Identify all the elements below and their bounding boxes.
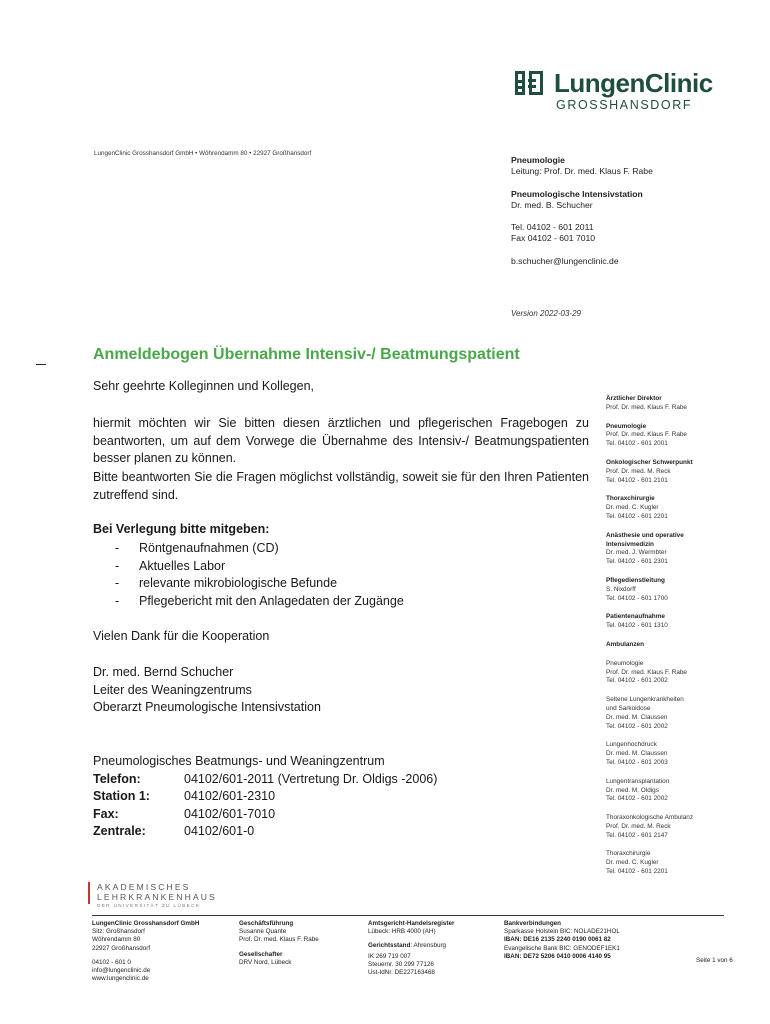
lungenclinic-logo bbox=[512, 66, 727, 114]
list-title: Bei Verlegung bitte mitgeben: bbox=[93, 522, 270, 536]
station-name: Pneumologische Intensivstation bbox=[511, 189, 643, 199]
footer-bank: Bankverbindungen Sparkasse Holstein BIC: NOLADE21HOL IBAN: DE16 2135 2240 0190 0061 82 Evangelische Bank BIC: GENODEF1EK1 IBAN: DE72 5206 0410 0006 4140 95 bbox=[504, 920, 620, 960]
signature-block bbox=[93, 664, 589, 717]
signature-role-2: Oberarzt Pneumologische Intensivstation bbox=[93, 700, 321, 714]
signature-name: Dr. med. Bernd Schucher bbox=[93, 665, 234, 679]
contact-row: Fax: 04102/601-7010 bbox=[93, 806, 276, 821]
list-item: - Aktuelles Labor bbox=[115, 558, 226, 573]
sidebar-block: Thoraxchirurgie Dr. med. C. Kugler Tel. 04102 - 601 2201 bbox=[606, 495, 668, 520]
sidebar-block: Lungentransplantation Dr. med. M. Oldigs Tel. 04102 - 601 2002 bbox=[606, 777, 670, 803]
recipient-email[interactable]: b.schucher@lungenclinic.de bbox=[511, 256, 619, 266]
fold-mark bbox=[36, 364, 46, 365]
intro-paragraph-1: hiermit möchten wir Sie bitten diesen ärztlichen und pflegerischen Fragebogen zu beantworten, um auf dem Vorwege die Übernahme des Intensiv-/ Beatmungspatienten besser planen zu können. bbox=[93, 416, 589, 465]
logo-name: LungenClinic bbox=[554, 68, 713, 98]
page-number: Seite 1 von 6 bbox=[696, 957, 733, 964]
sidebar-block: Ambulanzen bbox=[606, 640, 644, 648]
sidebar-block: Pflegedienstleitung S. Nixdorff Tel. 04102 - 601 1700 bbox=[606, 576, 668, 602]
sidebar-block: Pneumologie Prof. Dr. med. Klaus F. Rabe Tel. 04102 - 601 2001 bbox=[606, 422, 687, 448]
footer-management: Geschäftsführung Susanne Quante Prof. Dr. med. Klaus F. Rabe Gesellschafter DRV Nord, Lübeck bbox=[239, 920, 319, 966]
logo-subtitle: GROSSHANSDORF bbox=[556, 98, 693, 112]
thanks-line: Vielen Dank für die Kooperation bbox=[93, 629, 270, 643]
sidebar-block: Onkologischer Schwerpunkt Prof. Dr. med. M. Reck Tel. 04102 - 601 2101 bbox=[606, 458, 693, 484]
badge-bar bbox=[88, 882, 90, 904]
contact-block bbox=[93, 753, 589, 841]
version-label: Version 2022-03-29 bbox=[511, 309, 581, 318]
fax-number: Fax 04102 - 601 7010 bbox=[511, 233, 596, 243]
footer-company: LungenClinic Grosshansdorf GmbH Sitz: Großhansdorf Wöhrendamm 80 22927 Großhansdorf 04102 - 601 0 info@lungenclinic.de www.lungenclinic.de bbox=[92, 920, 200, 983]
handover-list bbox=[93, 540, 589, 610]
contact-row: Station 1: 04102/601-2310 bbox=[93, 789, 276, 803]
sidebar-block: Seltene Lungenkrankheiten und Sarkoidose Dr. med. M. Claussen Tel. 04102 - 601 2002 bbox=[606, 696, 684, 730]
dept-lead: Leitung: Prof. Dr. med. Klaus F. Rabe bbox=[511, 166, 653, 176]
intro-paragraph-2: Bitte beantworten Sie die Fragen möglichst vollständig, soweit sie für den Ihren Patienten zutreffend sind. bbox=[93, 470, 589, 502]
sidebar-block: Thoraxonkologische Ambulanz Prof. Dr. med. M. Reck Tel. 04102 - 601 2147 bbox=[606, 814, 694, 839]
footer-register: Amtsgericht-Handelsregister Lübeck: HRB 4000 (AH) Gerichtsstand: Ahrensburg IK 269 719 007 Steuernr. 30 299 77126 Ust-IdNr. DE227163468 bbox=[368, 920, 455, 977]
department-sidebar bbox=[606, 395, 716, 887]
sidebar-block: Patientenaufnahme Tel. 04102 - 601 1310 bbox=[606, 613, 668, 630]
footer-divider bbox=[92, 915, 724, 916]
greeting: Sehr geehrte Kolleginnen und Kollegen, bbox=[93, 379, 315, 393]
sidebar-block: Pneumologie Prof. Dr. med. Klaus F. Rabe Tel. 04102 - 601 2002 bbox=[606, 659, 687, 685]
sidebar-block: Anästhesie und operative Intensivmedizin Dr. med. J. Wermbter Tel. 04102 - 601 2301 bbox=[606, 531, 684, 566]
contact-row: Telefon: 04102/601-2011 (Vertretung Dr. Oldigs -2006) bbox=[93, 771, 438, 786]
list-item: - relevante mikrobiologische Befunde bbox=[115, 576, 338, 590]
phone-number: Tel. 04102 - 601 2011 bbox=[511, 222, 594, 232]
recipient-station bbox=[511, 189, 643, 211]
station-lead: Dr. med. B. Schucher bbox=[511, 200, 593, 210]
document-title: Anmeldebogen Übernahme Intensiv-/ Beatmungspatient bbox=[93, 346, 520, 363]
list-item: - Röntgenaufnahmen (CD) bbox=[115, 541, 279, 555]
sidebar-block: Thoraxchirurgie Dr. med. C. Kugler Tel. 04102 - 601 2201 bbox=[606, 850, 668, 876]
recipient-dept bbox=[511, 155, 653, 177]
sidebar-block: Lungenhochdruck Dr. med. M. Claussen Tel. 04102 - 601 2003 bbox=[606, 741, 668, 766]
signature-role: Leiter des Weaningzentrums bbox=[93, 682, 252, 697]
list-item: - Pflegebericht mit den Anlagedaten der Zugänge bbox=[115, 593, 404, 608]
dept-name: Pneumologie bbox=[511, 155, 565, 165]
contact-row: Zentrale: 04102/601-0 bbox=[93, 824, 255, 838]
lung-logo-icon bbox=[512, 68, 546, 98]
contact-header: Pneumologisches Beatmungs- und Weaningzentrum bbox=[93, 754, 385, 768]
sidebar-block: Ärztlicher Direktor Prof. Dr. med. Klaus F. Rabe bbox=[606, 395, 687, 411]
sender-line: LungenClinic Grosshansdorf GmbH • Wöhrendamm 80 • 22927 Großhansdorf bbox=[94, 150, 312, 157]
recipient-phone bbox=[511, 222, 595, 244]
